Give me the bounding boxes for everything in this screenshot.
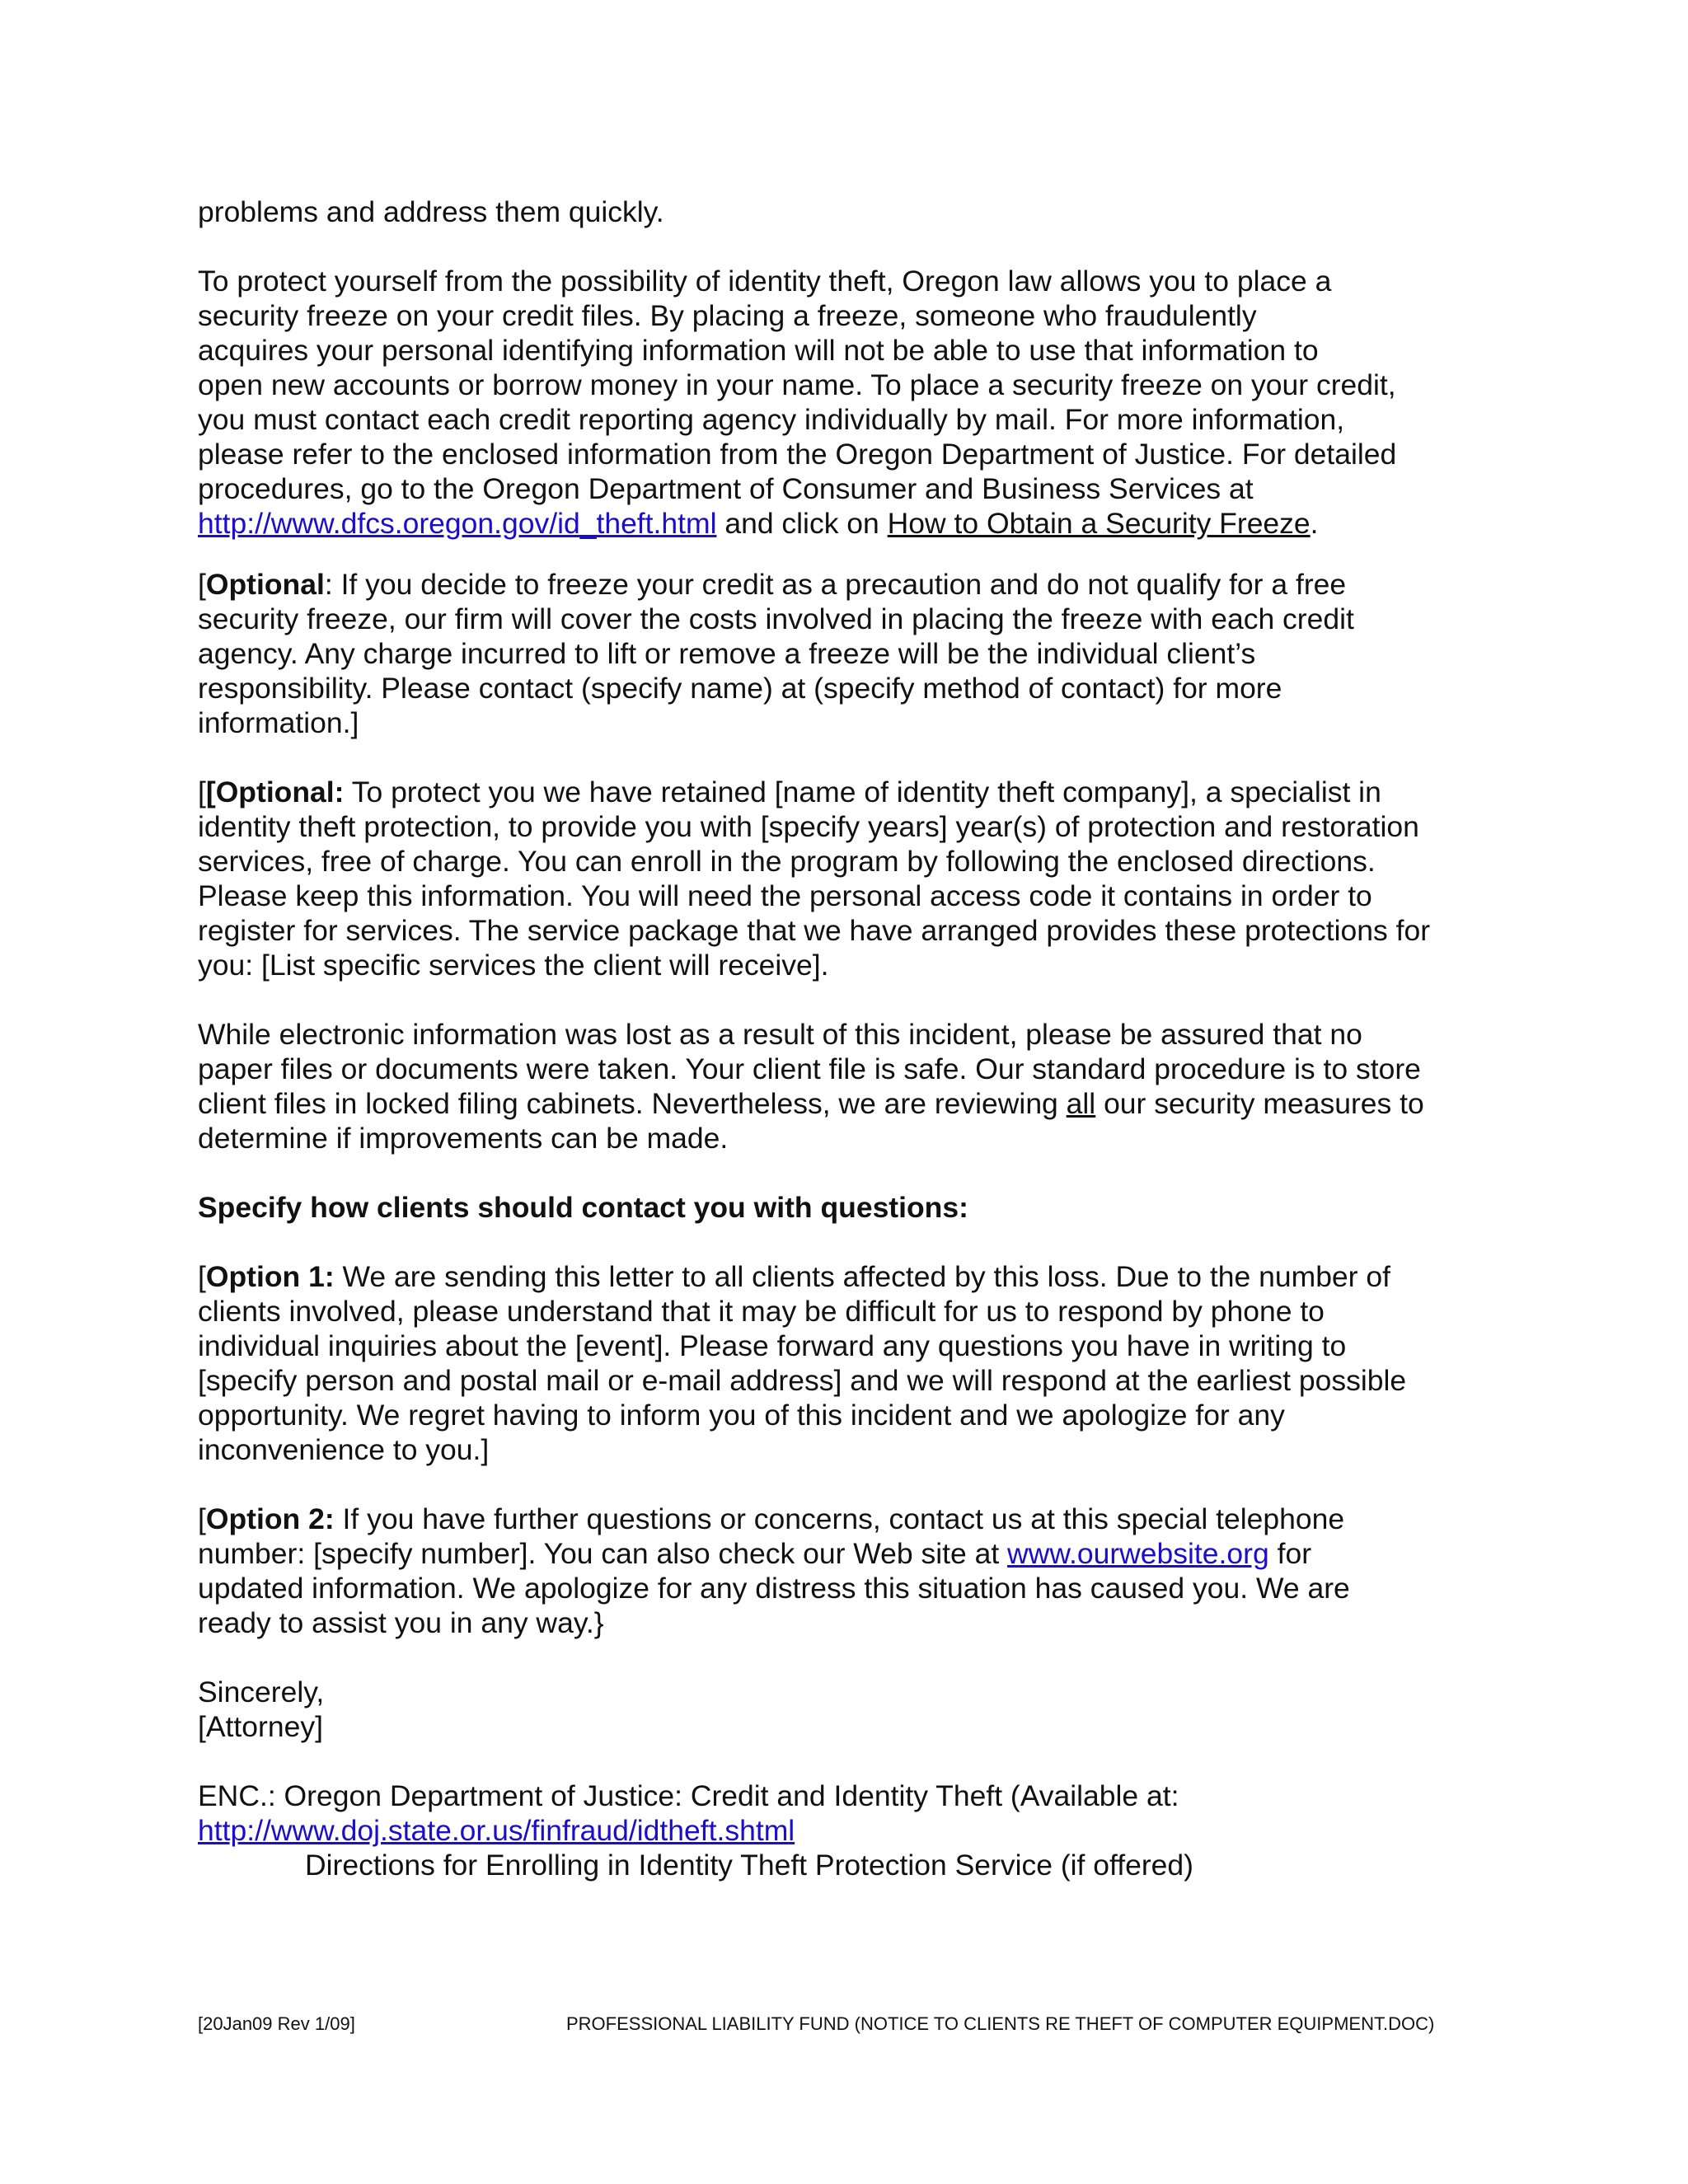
paragraph-paper-files-safe — [198, 1017, 1500, 1155]
closing — [198, 1675, 1500, 1744]
text-line — [198, 1813, 1500, 1848]
bracket: [ — [198, 568, 206, 601]
footer-document-name: PROFESSIONAL LIABILITY FUND (NOTICE TO CLIENTS RE THEFT OF COMPUTER EQUIPMENT.DOC) — [566, 2013, 1435, 2034]
text-line — [198, 1086, 1500, 1121]
bracket: [ — [198, 1260, 206, 1293]
text-line: open new accounts or borrow money in your name. To place a security freeze on your credit, — [198, 368, 1396, 401]
text-line: agency. Any charge incurred to lift or remove a freeze will be the individual client’s — [198, 637, 1256, 670]
text-line — [198, 567, 1500, 602]
text-fragment: . — [1310, 507, 1319, 540]
text-line: clients involved, please understand that it may be difficult for us to respond by phone to — [198, 1295, 1325, 1328]
option-label: Option 2: — [205, 1502, 335, 1535]
text-line: you must contact each credit reporting agency individually by mail. For more information, — [198, 403, 1345, 436]
text-fragment: If you have further questions or concerns, contact us at this special telephone — [334, 1502, 1345, 1535]
footer-revision: [20Jan09 Rev 1/09] — [198, 2013, 355, 2034]
text-fragment: We are sending this letter to all clients affected by this loss. Due to the number of — [334, 1260, 1390, 1293]
text-line — [198, 1536, 1500, 1571]
paragraph-optional-protection-service — [198, 775, 1500, 982]
text-line: procedures, go to the Oregon Department of Consumer and Business Services at — [198, 472, 1254, 505]
text-line: responsibility. Please contact (specify name) at (specify method of contact) for more — [198, 672, 1282, 705]
text-line — [198, 1259, 1500, 1294]
text-line: opportunity. We regret having to inform you of this incident and we apologize for any — [198, 1399, 1285, 1432]
text-line: services, free of charge. You can enroll in the program by following the enclosed directions. — [198, 845, 1376, 878]
text-fragment: for — [1268, 1537, 1312, 1570]
text-line — [198, 775, 1500, 809]
text-line: Directions for Enrolling in Identity Theft Protection Service (if offered) — [305, 1849, 1193, 1882]
text-line: [specify person and postal mail or e-mail address] and we will respond at the earliest possible — [198, 1364, 1407, 1397]
text-line: acquires your personal identifying information will not be able to use that information to — [198, 334, 1319, 367]
text-line: you: [List specific services the client will receive]. — [198, 949, 829, 982]
text-fragment: : If you decide to freeze your credit as a precaution and do not qualify for a free — [324, 568, 1347, 601]
text-fragment: and click on — [716, 507, 888, 540]
letter-body — [198, 194, 1500, 1882]
text-line: problems and address them quickly. — [198, 195, 664, 228]
text-fragment: To protect you we have retained [name of identity theft company], a specialist in — [344, 776, 1381, 808]
paragraph-security-freeze — [198, 264, 1500, 541]
closing-signature: [Attorney] — [198, 1710, 323, 1743]
doj-idtheft-link[interactable]: http://www.doj.state.or.us/finfraud/idtheft.shtml — [198, 1814, 795, 1847]
text-fragment: number: [specify number]. You can also check our Web site at — [198, 1537, 1008, 1570]
text-fragment: client files in locked filing cabinets. Nevertheless, we are reviewing — [198, 1087, 1067, 1120]
optional-label: [Optional: — [205, 776, 345, 808]
option-label: Option 1: — [205, 1260, 335, 1293]
paragraph-option-2 — [198, 1502, 1500, 1640]
text-line: information.] — [198, 706, 359, 739]
paragraph-option-1 — [198, 1259, 1500, 1467]
text-line: To protect yourself from the possibility of identity theft, Oregon law allows you to place a — [198, 265, 1332, 298]
text-line: security freeze, our firm will cover the costs involved in placing the freeze with each credit — [198, 602, 1354, 635]
paragraph-optional-freeze-cost — [198, 567, 1500, 740]
text-line: While electronic information was lost as a result of this incident, please be assured that no — [198, 1018, 1362, 1051]
text-line: please refer to the enclosed information from the Oregon Department of Justice. For detailed — [198, 438, 1397, 471]
section-heading — [198, 1190, 1500, 1225]
text-line: ready to assist you in any way.} — [198, 1606, 604, 1639]
text-line — [198, 506, 1500, 541]
text-line: individual inquiries about the [event]. Please forward any questions you have in writing to — [198, 1329, 1347, 1362]
text-line: determine if improvements can be made. — [198, 1122, 729, 1155]
underlined-word: all — [1066, 1087, 1096, 1120]
website-link[interactable]: www.ourwebsite.org — [1007, 1537, 1269, 1570]
security-freeze-link-text[interactable]: How to Obtain a Security Freeze — [887, 507, 1311, 540]
closing-salutation: Sincerely, — [198, 1675, 325, 1708]
bracket: [ — [198, 1502, 206, 1535]
enclosures — [198, 1779, 1500, 1882]
text-line: register for services. The service package that we have arranged provides these protections for — [198, 914, 1431, 947]
heading-text: Specify how clients should contact you with questions: — [198, 1191, 968, 1224]
text-line: inconvenience to you.] — [198, 1433, 490, 1466]
text-line: security freeze on your credit files. By placing a freeze, someone who fraudulently — [198, 299, 1257, 332]
paragraph-continuation — [198, 194, 1500, 229]
text-line: updated information. We apologize for any distress this situation has caused you. We are — [198, 1572, 1350, 1605]
text-line: identity theft protection, to provide you with [specify years] year(s) of protection and restoration — [198, 810, 1419, 843]
text-fragment: our security measures to — [1095, 1087, 1424, 1120]
text-line: paper files or documents were taken. Your client file is safe. Our standard procedure is to store — [198, 1052, 1421, 1085]
dfcs-id-theft-link[interactable]: http://www.dfcs.oregon.gov/id_theft.html — [198, 507, 717, 540]
text-line — [198, 1502, 1500, 1536]
bracket: [ — [198, 776, 206, 808]
text-line: ENC.: Oregon Department of Justice: Credit and Identity Theft (Available at: — [198, 1779, 1179, 1812]
optional-label: Optional — [205, 568, 325, 601]
text-line: Please keep this information. You will need the personal access code it contains in order to — [198, 879, 1372, 912]
